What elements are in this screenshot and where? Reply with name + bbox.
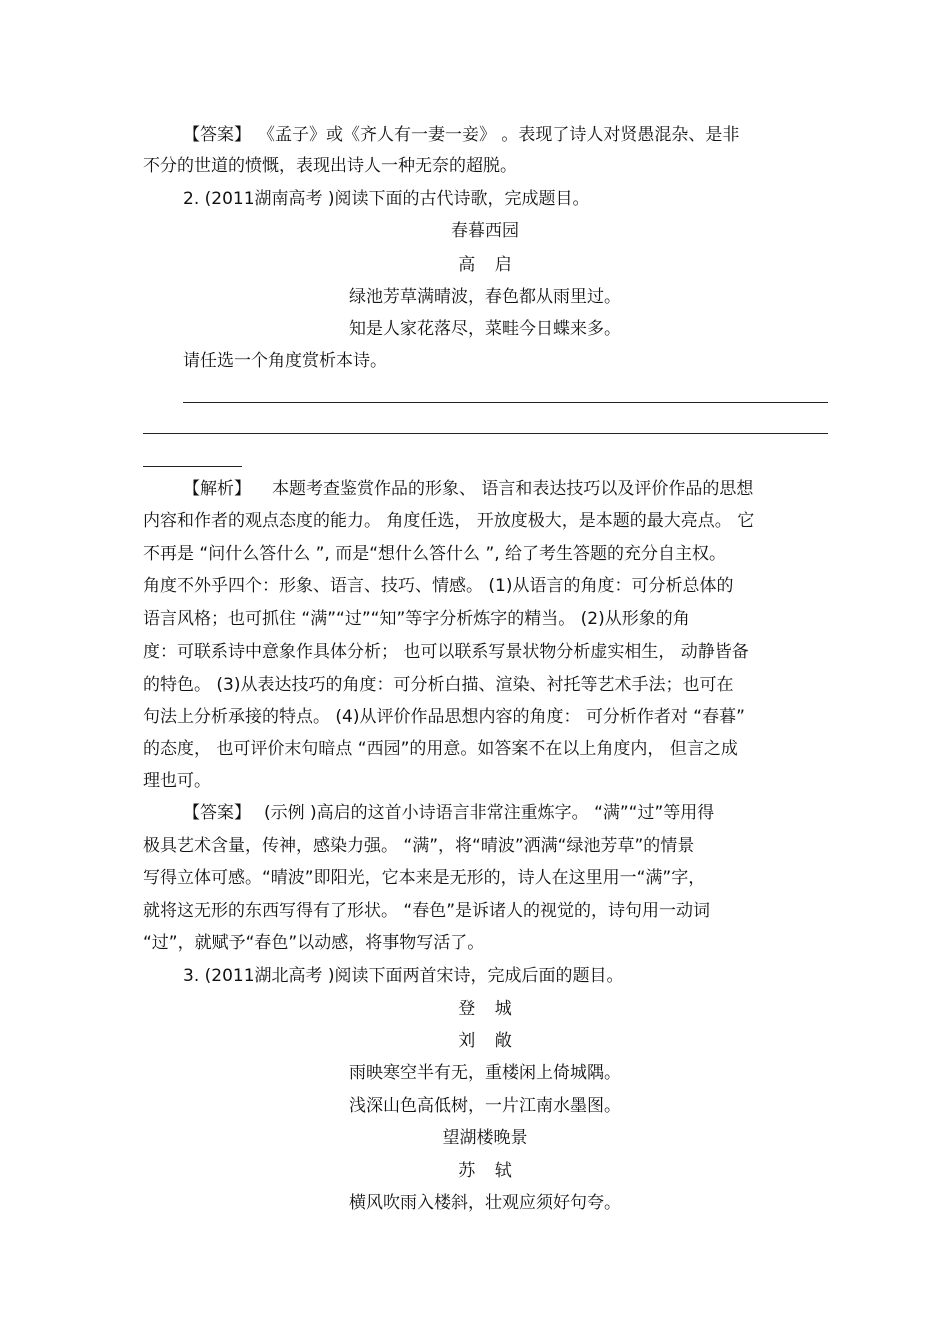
poem-author: 高 启 xyxy=(458,255,512,275)
analysis-line: 语言风格；也可抓住 “满”“过”“知”等字分析炼字的精当。 (2)从形象的角 xyxy=(143,609,690,629)
poem-line: 知是人家花落尽，菜畦今日蝶来多。 xyxy=(349,319,621,339)
answer-blank-line xyxy=(143,466,242,467)
analysis-line: 理也可。 xyxy=(143,771,211,791)
answer1-line: 不分的世道的愤慨，表现出诗人一种无奈的超脱。 xyxy=(143,156,517,176)
poem-line: 雨映寒空半有无，重楼闲上倚城隅。 xyxy=(349,1063,621,1083)
answer2-line: (示例 )高启的这首小诗语言非常注重炼字。 “满”“过”等用得 xyxy=(264,803,715,823)
answer-blank-line xyxy=(143,433,828,434)
answer2-line: 就将这无形的东西写得有了形状。 “春色”是诉诸人的视觉的，诗句用一动词 xyxy=(143,901,711,921)
analysis-line: 的态度， 也可评价末句暗点 “西园”的用意。如答案不在以上角度内， 但言之成 xyxy=(143,739,738,759)
analysis-line: 句法上分析承接的特点。 (4)从评价作品思想内容的角度： 可分析作者对 “春暮” xyxy=(143,707,745,727)
answer2-label: 【答案】 xyxy=(183,803,251,823)
poem-title: 登 城 xyxy=(458,999,512,1019)
question-prompt: 请任选一个角度赏析本诗。 xyxy=(183,351,387,371)
analysis-line: 角度不外乎四个：形象、语言、技巧、情感。 (1)从语言的角度：可分析总体的 xyxy=(143,576,734,596)
poem-line: 浅深山色高低树，一片江南水墨图。 xyxy=(349,1096,621,1116)
answer2-line: “过”，就赋予“春色”以动感，将事物写活了。 xyxy=(143,933,485,953)
analysis-line: 度：可联系诗中意象作具体分析； 也可以联系写景状物分析虚实相生， 动静皆备 xyxy=(143,642,749,662)
answer1-line: 《孟子》或《齐人有一妻一妾》 。表现了诗人对贤愚混杂、是非 xyxy=(258,125,740,145)
answer2-line: 写得立体可感。“晴波”即阳光，它本来是无形的，诗人在这里用一“满”字， xyxy=(143,868,706,888)
analysis-line: 的特色。 (3)从表达技巧的角度：可分析白描、渲染、衬托等艺术手法；也可在 xyxy=(143,675,734,695)
poem-author: 苏 轼 xyxy=(458,1161,512,1181)
question-2-heading: 2. (2011湖南高考 )阅读下面的古代诗歌，完成题目。 xyxy=(183,189,590,209)
poem-title: 春暮西园 xyxy=(451,221,519,241)
question-3-heading: 3. (2011湖北高考 )阅读下面两首宋诗，完成后面的题目。 xyxy=(183,966,624,986)
poem-line: 绿池芳草满晴波，春色都从雨里过。 xyxy=(349,287,621,307)
poem-title: 望湖楼晚景 xyxy=(442,1128,528,1148)
analysis-line: 内容和作者的观点态度的能力。 角度任选， 开放度极大，是本题的最大亮点。 它 xyxy=(143,511,755,531)
analysis-label: 【解析】 xyxy=(183,479,251,499)
answer2-line: 极具艺术含量，传神，感染力强。 “满”，将“晴波”洒满“绿池芳草”的情景 xyxy=(143,836,695,856)
poem-line: 横风吹雨入楼斜，壮观应须好句夸。 xyxy=(349,1193,621,1213)
poem-author: 刘 敞 xyxy=(458,1031,512,1051)
analysis-line: 不再是 “问什么答什么 ”, 而是“想什么答什么 ”, 给了考生答题的充分自主权。 xyxy=(143,544,727,564)
answer-blank-line xyxy=(183,402,828,403)
analysis-line: 本题考查鉴赏作品的形象、 语言和表达技巧以及评价作品的思想 xyxy=(272,479,754,499)
answer1-label: 【答案】 xyxy=(183,125,251,145)
